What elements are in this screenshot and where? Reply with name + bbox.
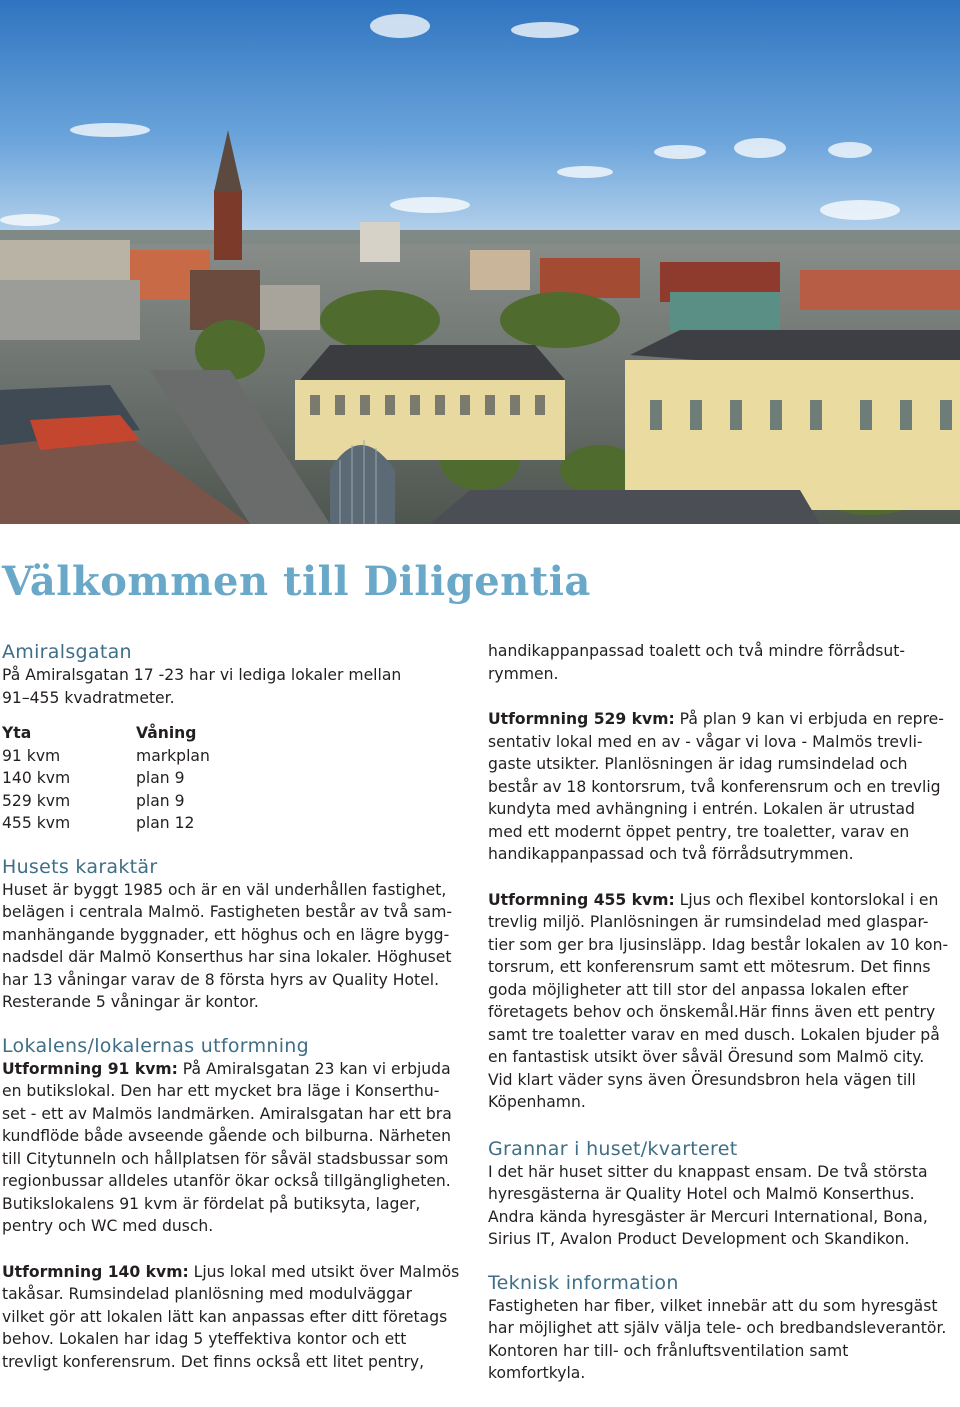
paragraph-line: företagets behov och önskemål.Här finns även ett pentry	[488, 1003, 936, 1021]
text-utformning-140-first: Ljus lokal med utsikt över Malmös	[188, 1262, 460, 1281]
paragraph-line: en fantastisk utsikt över såväl Öresund som Malmö city.	[488, 1048, 925, 1066]
paragraph-line	[2, 1261, 472, 1284]
paragraph-line: gaste utsikter. Planlösningen är idag rumsindelad och	[488, 755, 908, 773]
paragraph-line: Köpenhamn.	[488, 1093, 586, 1111]
left-column	[2, 640, 472, 1373]
paragraph-line: Andra kända hyresgäster är Mercuri International, Bona,	[488, 1207, 928, 1226]
foreground-roof	[430, 490, 820, 524]
paragraph-line: kundflöde både avseende gående och bilburna. Närheten	[2, 1127, 451, 1145]
table-cell-floor: markplan	[136, 746, 210, 765]
table-cell-floor: plan 12	[136, 814, 195, 833]
paragraph-line: På Amiralsgatan 17 -23 har vi lediga lokaler mellan	[2, 666, 402, 684]
paragraph-line: sentativ lokal med en av - vågar vi lova - Malmös trevli-	[488, 732, 923, 751]
heading-lokalens-utformning: Lokalens/lokalernas utformning	[2, 1034, 309, 1057]
paragraph-line: pentry och WC med dusch.	[2, 1217, 214, 1235]
column-header-vaning: Våning	[136, 724, 197, 743]
heading-husets-karaktar: Husets karaktär	[2, 855, 158, 878]
table-cell-area: 455 kvm	[2, 814, 71, 833]
paragraph-line: har 13 våningar varav de 8 första hyrs av Quality Hotel.	[2, 970, 440, 989]
paragraph-line: samt tre toaletter varav en med dusch. Lokalen bjuder på	[488, 1025, 940, 1044]
paragraph-line: torsrum, ett konferensrum samt ett mötesrum. Det finns	[488, 958, 931, 976]
text-utformning-91-first: På Amiralsgatan 23 kan vi erbjuda	[177, 1059, 451, 1078]
paragraph-line: trevligt konferensrum. Det finns också ett litet pentry,	[2, 1352, 425, 1371]
table-cell-floor: plan 9	[136, 791, 185, 810]
table-row	[2, 745, 210, 768]
paragraph-line: Fastigheten har fiber, vilket innebär att du som hyresgäst	[488, 1296, 938, 1315]
paragraph-line: behov. Lokalen har idag 5 yteffektiva kontor och ett	[2, 1330, 407, 1348]
label-utformning-455: Utformning 455 kvm:	[488, 890, 675, 909]
paragraph-line: har möjlighet att själv välja tele- och bredbandsleverantör.	[488, 1319, 947, 1337]
text-utformning-529-first: På plan 9 kan vi erbjuda en repre-	[674, 710, 944, 728]
paragraph-line: Huset är byggt 1985 och är en väl underhållen fastighet,	[2, 880, 447, 899]
paragraph-line: regionbussar alldeles utanför ökar också tillgängligheten.	[2, 1172, 451, 1190]
table-cell-area: 140 kvm	[2, 769, 71, 788]
table-cell-floor: plan 9	[136, 769, 185, 788]
paragraph-line	[2, 1058, 472, 1081]
paragraph-line: set - ett av Malmös landmärken. Amiralsgatan har ett bra	[2, 1104, 452, 1123]
paragraph-line: I det här huset sitter du knappast ensam. De två största	[488, 1162, 928, 1181]
heading-teknisk-information: Teknisk information	[488, 1271, 679, 1294]
paragraph-line: till Citytunneln och hållplatsen för såväl stadsbussar som	[2, 1149, 449, 1168]
table-row	[2, 790, 210, 813]
paragraph-line	[488, 889, 958, 912]
table-row	[2, 812, 210, 835]
right-column	[488, 640, 958, 1385]
city-skyline-illustration	[0, 0, 960, 524]
paragraph-line	[488, 708, 958, 731]
page-title: Välkommen till Diligentia	[2, 558, 591, 605]
paragraph-line: komfortkyla.	[488, 1364, 586, 1382]
paragraph-line: 91–455 kvadratmeter.	[2, 688, 175, 707]
yellow-building-center	[295, 345, 565, 460]
paragraph-line: takåsar. Rumsindelad planlösning med modulväggar	[2, 1285, 412, 1303]
paragraph-line: en butikslokal. Den har ett mycket bra läge i Konserthu-	[2, 1082, 440, 1100]
horizon	[0, 230, 960, 244]
paragraph-line: Sirius IT, Avalon Product Development och Skandikon.	[488, 1230, 910, 1248]
label-utformning-529: Utformning 529 kvm:	[488, 710, 675, 728]
paragraph-line: handikappanpassad toalett och två mindre förrådsut-	[488, 642, 906, 660]
table-header-row	[2, 722, 210, 745]
paragraph-line: Kontoren har till- och frånluftsventilation samt	[488, 1341, 849, 1360]
sky	[0, 0, 960, 240]
paragraph-line: vilket gör att lokalen lätt kan anpassas efter ditt företags	[2, 1307, 448, 1326]
heading-amiralsgatan: Amiralsgatan	[2, 641, 132, 663]
label-utformning-91: Utformning 91 kvm:	[2, 1059, 178, 1078]
paragraph-line: Butikslokalens 91 kvm är fördelat på butiksyta, lager,	[2, 1194, 421, 1213]
table-cell-area: 529 kvm	[2, 791, 71, 810]
column-header-yta: Yta	[2, 724, 32, 743]
paragraph-line: nadsdel där Malmö Konserthus har sina lokaler. Höghuset	[2, 948, 452, 966]
table-row	[2, 767, 210, 790]
text-utformning-455-first: Ljus och flexibel kontorslokal i en	[674, 890, 939, 909]
area-table	[2, 722, 210, 835]
paragraph-line: med ett modernt öppet pentry, tre toaletter, varav en	[488, 822, 910, 841]
paragraph-line: Resterande 5 våningar är kontor.	[2, 993, 259, 1011]
paragraph-line: hyresgästerna är Quality Hotel och Malmö Konserthus.	[488, 1185, 915, 1203]
paragraph-line: belägen i centrala Malmö. Fastigheten består av två sam-	[2, 903, 453, 921]
heading-grannar: Grannar i huset/kvarteret	[488, 1137, 738, 1160]
label-utformning-140: Utformning 140 kvm:	[2, 1262, 189, 1281]
paragraph-line: tier som ger bra ljusinsläpp. Idag består lokalen av 10 kon-	[488, 935, 949, 954]
yellow-building-right	[625, 330, 960, 510]
paragraph-line: kundyta med avhängning i entrén. Lokalen är utrustad	[488, 800, 915, 818]
table-cell-area: 91 kvm	[2, 746, 61, 765]
paragraph-line: rymmen.	[488, 664, 559, 683]
paragraph-line: manhängande byggnader, ett höghus och en lägre bygg-	[2, 925, 450, 944]
paragraph-line: goda möjligheter att till stor del anpassa lokalen efter	[488, 980, 909, 999]
paragraph-line: handikappanpassad och två förrådsutrymmen.	[488, 845, 854, 863]
green-roof-building	[670, 292, 780, 332]
paragraph-line: består av 18 kontorsrum, två konferensrum och en trevlig	[488, 777, 941, 796]
paragraph-line: Vid klart väder syns även Öresundsbron hela vägen till	[488, 1070, 916, 1089]
city-photo	[0, 0, 960, 524]
paragraph-line: trevlig miljö. Planlösningen är rumsindelad med glaspar-	[488, 913, 929, 931]
